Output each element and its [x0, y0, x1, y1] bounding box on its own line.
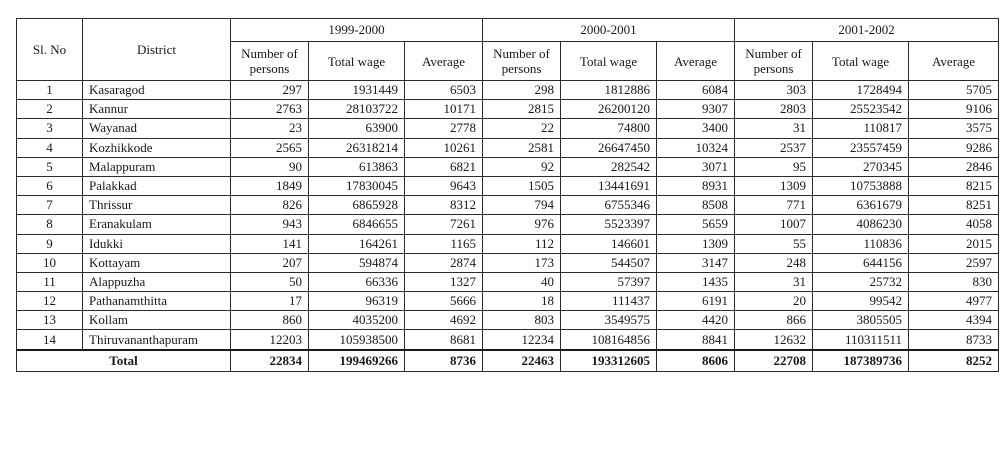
value-cell: 10753888	[813, 176, 909, 195]
value-cell: 1728494	[813, 81, 909, 100]
value-cell: 8215	[909, 176, 999, 195]
value-cell: 2763	[231, 100, 309, 119]
value-cell: 303	[735, 81, 813, 100]
value-cell: 17	[231, 292, 309, 311]
district-cell: Thrissur	[83, 196, 231, 215]
value-cell: 771	[735, 196, 813, 215]
serial-number-cell: 7	[17, 196, 83, 215]
value-cell: 26200120	[561, 100, 657, 119]
total-value-cell: 8252	[909, 350, 999, 372]
serial-number-cell: 10	[17, 253, 83, 272]
value-cell: 5523397	[561, 215, 657, 234]
total-value-cell: 193312605	[561, 350, 657, 372]
value-cell: 108164856	[561, 330, 657, 350]
value-cell: 96319	[309, 292, 405, 311]
value-cell: 141	[231, 234, 309, 253]
value-cell: 1812886	[561, 81, 657, 100]
value-cell: 8931	[657, 176, 735, 195]
total-value-cell: 22463	[483, 350, 561, 372]
value-cell: 92	[483, 157, 561, 176]
value-cell: 2778	[405, 119, 483, 138]
value-cell: 105938500	[309, 330, 405, 350]
total-wage-header: Total wage	[309, 42, 405, 81]
value-cell: 110311511	[813, 330, 909, 350]
value-cell: 13441691	[561, 176, 657, 195]
value-cell: 112	[483, 234, 561, 253]
value-cell: 3071	[657, 157, 735, 176]
value-cell: 12632	[735, 330, 813, 350]
value-cell: 2597	[909, 253, 999, 272]
value-cell: 31	[735, 119, 813, 138]
value-cell: 644156	[813, 253, 909, 272]
value-cell: 23557459	[813, 138, 909, 157]
value-cell: 1435	[657, 272, 735, 291]
value-cell: 7261	[405, 215, 483, 234]
value-cell: 146601	[561, 234, 657, 253]
table-row	[17, 272, 999, 291]
value-cell: 110817	[813, 119, 909, 138]
value-cell: 63900	[309, 119, 405, 138]
district-cell: Malappuram	[83, 157, 231, 176]
value-cell: 8312	[405, 196, 483, 215]
district-cell: Kannur	[83, 100, 231, 119]
sl-no-header: Sl. No	[17, 19, 83, 81]
value-cell: 9643	[405, 176, 483, 195]
value-cell: 3575	[909, 119, 999, 138]
value-cell: 8251	[909, 196, 999, 215]
value-cell: 248	[735, 253, 813, 272]
table-row	[17, 292, 999, 311]
value-cell: 594874	[309, 253, 405, 272]
district-cell: Kottayam	[83, 253, 231, 272]
value-cell: 6503	[405, 81, 483, 100]
value-cell: 1505	[483, 176, 561, 195]
value-cell: 297	[231, 81, 309, 100]
total-row	[17, 350, 999, 372]
value-cell: 5705	[909, 81, 999, 100]
value-cell: 2537	[735, 138, 813, 157]
total-value-cell: 199469266	[309, 350, 405, 372]
value-cell: 3147	[657, 253, 735, 272]
persons-header: Number of persons	[483, 42, 561, 81]
period-header: 2001-2002	[735, 19, 999, 42]
value-cell: 4086230	[813, 215, 909, 234]
value-cell: 74800	[561, 119, 657, 138]
value-cell: 25523542	[813, 100, 909, 119]
value-cell: 57397	[561, 272, 657, 291]
district-cell: Eranakulam	[83, 215, 231, 234]
total-wage-header: Total wage	[813, 42, 909, 81]
value-cell: 164261	[309, 234, 405, 253]
value-cell: 22	[483, 119, 561, 138]
value-cell: 1327	[405, 272, 483, 291]
persons-header: Number of persons	[231, 42, 309, 81]
table-row	[17, 330, 999, 350]
table-header	[17, 19, 999, 81]
persons-header: Number of persons	[735, 42, 813, 81]
value-cell: 207	[231, 253, 309, 272]
value-cell: 8841	[657, 330, 735, 350]
value-cell: 20	[735, 292, 813, 311]
value-cell: 1165	[405, 234, 483, 253]
serial-number-cell: 3	[17, 119, 83, 138]
value-cell: 866	[735, 311, 813, 330]
value-cell: 111437	[561, 292, 657, 311]
value-cell: 6191	[657, 292, 735, 311]
value-cell: 1849	[231, 176, 309, 195]
table-row	[17, 234, 999, 253]
value-cell: 23	[231, 119, 309, 138]
value-cell: 9286	[909, 138, 999, 157]
district-cell: Idukki	[83, 234, 231, 253]
value-cell: 4058	[909, 215, 999, 234]
value-cell: 6846655	[309, 215, 405, 234]
table-row	[17, 176, 999, 195]
table-row	[17, 119, 999, 138]
value-cell: 110836	[813, 234, 909, 253]
value-cell: 9307	[657, 100, 735, 119]
district-cell: Kollam	[83, 311, 231, 330]
value-cell: 860	[231, 311, 309, 330]
value-cell: 4035200	[309, 311, 405, 330]
table-row	[17, 311, 999, 330]
value-cell: 1309	[657, 234, 735, 253]
value-cell: 6821	[405, 157, 483, 176]
value-cell: 10261	[405, 138, 483, 157]
serial-number-cell: 13	[17, 311, 83, 330]
value-cell: 794	[483, 196, 561, 215]
value-cell: 18	[483, 292, 561, 311]
average-header: Average	[405, 42, 483, 81]
value-cell: 3549575	[561, 311, 657, 330]
value-cell: 8508	[657, 196, 735, 215]
total-value-cell: 187389736	[813, 350, 909, 372]
value-cell: 826	[231, 196, 309, 215]
table-row	[17, 253, 999, 272]
table-row	[17, 100, 999, 119]
value-cell: 17830045	[309, 176, 405, 195]
serial-number-cell: 6	[17, 176, 83, 195]
total-value-cell: 8606	[657, 350, 735, 372]
table-body	[17, 81, 999, 372]
total-label: Total	[17, 350, 231, 372]
district-cell: Wayanad	[83, 119, 231, 138]
average-header: Average	[909, 42, 999, 81]
value-cell: 28103722	[309, 100, 405, 119]
table-row	[17, 196, 999, 215]
value-cell: 830	[909, 272, 999, 291]
value-cell: 298	[483, 81, 561, 100]
value-cell: 3805505	[813, 311, 909, 330]
district-cell: Kozhikkode	[83, 138, 231, 157]
table-row	[17, 157, 999, 176]
value-cell: 803	[483, 311, 561, 330]
value-cell: 9106	[909, 100, 999, 119]
serial-number-cell: 4	[17, 138, 83, 157]
serial-number-cell: 14	[17, 330, 83, 350]
value-cell: 2846	[909, 157, 999, 176]
value-cell: 2815	[483, 100, 561, 119]
value-cell: 613863	[309, 157, 405, 176]
period-header: 1999-2000	[231, 19, 483, 42]
district-cell: Kasaragod	[83, 81, 231, 100]
value-cell: 1309	[735, 176, 813, 195]
value-cell: 3400	[657, 119, 735, 138]
value-cell: 10324	[657, 138, 735, 157]
table-row	[17, 138, 999, 157]
value-cell: 90	[231, 157, 309, 176]
serial-number-cell: 11	[17, 272, 83, 291]
value-cell: 6361679	[813, 196, 909, 215]
value-cell: 99542	[813, 292, 909, 311]
value-cell: 4692	[405, 311, 483, 330]
value-cell: 6865928	[309, 196, 405, 215]
value-cell: 4977	[909, 292, 999, 311]
value-cell: 5659	[657, 215, 735, 234]
total-value-cell: 22834	[231, 350, 309, 372]
average-header: Average	[657, 42, 735, 81]
value-cell: 6084	[657, 81, 735, 100]
value-cell: 26647450	[561, 138, 657, 157]
value-cell: 270345	[813, 157, 909, 176]
value-cell: 26318214	[309, 138, 405, 157]
value-cell: 10171	[405, 100, 483, 119]
value-cell: 2581	[483, 138, 561, 157]
district-cell: Palakkad	[83, 176, 231, 195]
wage-table	[16, 18, 999, 372]
value-cell: 50	[231, 272, 309, 291]
table-row	[17, 81, 999, 100]
value-cell: 173	[483, 253, 561, 272]
value-cell: 5666	[405, 292, 483, 311]
value-cell: 8681	[405, 330, 483, 350]
serial-number-cell: 9	[17, 234, 83, 253]
value-cell: 2874	[405, 253, 483, 272]
value-cell: 6755346	[561, 196, 657, 215]
value-cell: 55	[735, 234, 813, 253]
district-cell: Alappuzha	[83, 272, 231, 291]
serial-number-cell: 12	[17, 292, 83, 311]
value-cell: 12203	[231, 330, 309, 350]
value-cell: 12234	[483, 330, 561, 350]
value-cell: 4394	[909, 311, 999, 330]
serial-number-cell: 1	[17, 81, 83, 100]
value-cell: 8733	[909, 330, 999, 350]
value-cell: 282542	[561, 157, 657, 176]
serial-number-cell: 5	[17, 157, 83, 176]
value-cell: 4420	[657, 311, 735, 330]
serial-number-cell: 2	[17, 100, 83, 119]
value-cell: 31	[735, 272, 813, 291]
value-cell: 2565	[231, 138, 309, 157]
value-cell: 25732	[813, 272, 909, 291]
value-cell: 66336	[309, 272, 405, 291]
total-value-cell: 22708	[735, 350, 813, 372]
value-cell: 544507	[561, 253, 657, 272]
total-value-cell: 8736	[405, 350, 483, 372]
period-header: 2000-2001	[483, 19, 735, 42]
serial-number-cell: 8	[17, 215, 83, 234]
district-cell: Thiruvananthapuram	[83, 330, 231, 350]
value-cell: 976	[483, 215, 561, 234]
table-row	[17, 215, 999, 234]
value-cell: 95	[735, 157, 813, 176]
value-cell: 2015	[909, 234, 999, 253]
district-cell: Pathanamthitta	[83, 292, 231, 311]
total-wage-header: Total wage	[561, 42, 657, 81]
value-cell: 2803	[735, 100, 813, 119]
district-header: District	[83, 19, 231, 81]
value-cell: 1007	[735, 215, 813, 234]
value-cell: 1931449	[309, 81, 405, 100]
value-cell: 40	[483, 272, 561, 291]
value-cell: 943	[231, 215, 309, 234]
